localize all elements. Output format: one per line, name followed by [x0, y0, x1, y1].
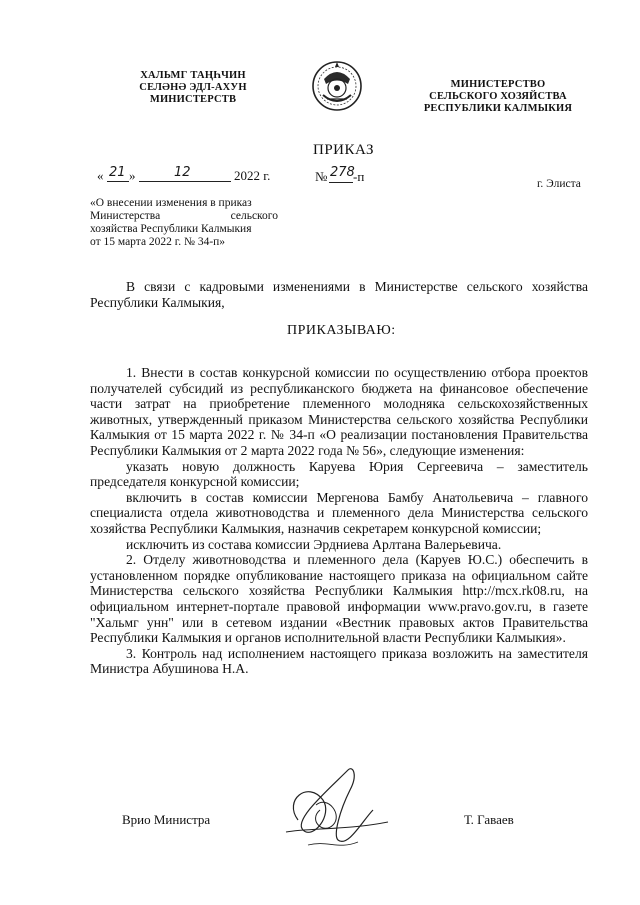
subject-line: от 15 марта 2022 г. № 34-п» — [90, 236, 226, 248]
number-prefix: № — [315, 169, 328, 184]
paragraph-3: 3. Контроль над исполнением настоящего приказа возложить на заместителя Министра Абушинова Н.А. — [90, 645, 588, 677]
number-value: 278 — [330, 165, 355, 180]
date-open-quote: « — [97, 168, 104, 183]
header-left-line: СЕЛӘНӘ ЭДЛ-АХУН — [139, 82, 247, 93]
date-month: 12 — [174, 165, 191, 180]
header-right-line: СЕЛЬСКОГО ХОЗЯЙСТВА — [429, 91, 567, 102]
paragraph-1-item-a: указать новую должность Каруева Юрия Сергеевича – заместитель председателя конкурсной комиссии; — [90, 458, 588, 490]
order-word: ПРИКАЗЫВАЮ: — [287, 323, 396, 338]
city: г. Элиста — [537, 178, 581, 190]
coat-of-arms-icon — [311, 57, 363, 115]
subject-line: Министерства сельского — [90, 210, 278, 222]
number-suffix: -п — [353, 169, 365, 184]
date-line — [97, 166, 277, 188]
subject-line: «О внесении изменения в приказ — [90, 197, 252, 209]
intro-paragraph — [90, 279, 588, 310]
header-left — [118, 70, 268, 106]
order-number — [315, 166, 375, 188]
date-year: 2022 г. — [234, 168, 271, 183]
header-left-line: МИНИСТЕРСТВ — [149, 94, 237, 105]
order-body — [90, 365, 588, 677]
date-day: 21 — [109, 165, 126, 180]
paragraph-1: 1. Внести в состав конкурсной комиссии по осуществлению отбора проектов получателей субсидий из республиканского бюджета на финансовое обеспечение части затрат на приобретение племенного молодняка сельскохозяйственных животных, утвержденный приказом Министерства сельского хозяйства Республики Калмыкия от 15 марта 2022 г. № 34-п «О реализации постановления Правительства Республики Калмыкия от 2 марта 2022 года № 56», следующие изменения: — [90, 365, 588, 458]
header-left-line: ХАЛЬМГ ТАҢҺЧИН — [140, 70, 246, 81]
intro-text: В связи с кадровыми изменениями в Министерстве сельского хозяйства Республики Калмыкия, — [90, 279, 588, 310]
header-right-line: МИНИСТЕРСТВО — [450, 79, 546, 90]
date-month-underline — [139, 181, 231, 182]
document-type: ПРИКАЗ — [313, 142, 374, 158]
paragraph-2: 2. Отделу животноводства и племенного дела (Каруев Ю.С.) обеспечить в установленном порядке опубликование настоящего приказа на официальном сайте Министерства сельского хозяйства Республики Калмыкия http://mcx.rk08.ru, на официальном интернет-портале правовой информации www.pravo.gov.ru, в газете "Хальмг унн" или в сетевом издании «Вестник правовых актов Правительства Республики Калмыкия и органов исполнительной власти Республики Калмыкия». — [90, 552, 588, 646]
signatory-name: Т. Гаваев — [464, 812, 514, 827]
date-close-quote: » — [129, 168, 136, 183]
subject — [90, 197, 278, 249]
paragraph-1-item-b: включить в состав комиссии Мергенова Бамбу Анатольевича – главного специалиста отдела животноводства и племенного дела Министерства сельского хозяйства Республики Калмыкия, назначив секретарем конкурсной комиссии; — [90, 489, 588, 536]
header-right — [413, 79, 583, 115]
handwritten-signature — [278, 760, 393, 860]
date-day-underline — [107, 181, 129, 182]
number-underline — [329, 182, 353, 183]
signatory-position: Врио Министра — [122, 812, 211, 827]
header-right-line: РЕСПУБЛИКИ КАЛМЫКИЯ — [423, 103, 573, 114]
subject-line: хозяйства Республики Калмыкия — [90, 223, 252, 235]
paragraph-1-item-c: исключить из состава комиссии Эрдниева Арлтана Валерьевича. — [126, 536, 502, 552]
